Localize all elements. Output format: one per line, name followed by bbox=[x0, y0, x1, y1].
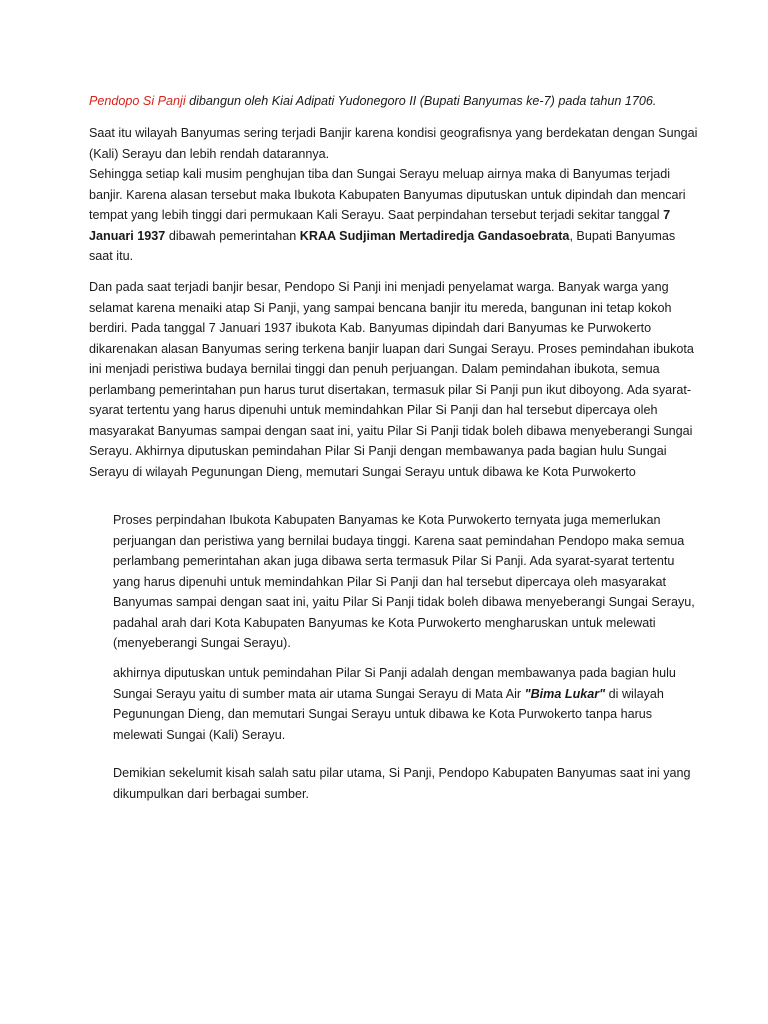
paragraph-4-text-a: akhirnya diputuskan untuk pemindahan Pilar Si Panji adalah dengan membawanya pada bagian hulu Sungai Serayu yaitu di sumber mata air utama Sungai Serayu di Mata Air bbox=[113, 666, 676, 701]
paragraph-4 bbox=[113, 663, 703, 745]
paragraph-5: Demikian sekelumit kisah salah satu pilar utama, Si Panji, Pendopo Kabupaten Banyumas saat ini yang dikumpulkan dari berbagai sumber. bbox=[113, 766, 691, 801]
paragraph-1 bbox=[89, 123, 701, 267]
paragraph-2: Dan pada saat terjadi banjir besar, Pendopo Si Panji ini menjadi penyelamat warga. Banyak warga yang selamat karena menaiki atap Si Panji, yang sampai bencana banjir itu mereda, bangunan ini tetap kokoh berdiri. Pada tanggal 7 Januari 1937 ibukota Kab. Banyumas dipindah dari Banyumas ke Purwokerto dikarenakan alasan Banyumas sering terkena banjir luapan dari Sungai Serayu. Proses pemindahan ibukota ini menjadi peristiwa budaya bernilai tinggi dan penuh perjuangan. Dalam pemindahan ibukota, semua perlambang pemerintahan pun harus turut disertakan, termasuk pilar Si Panji pun ikut diboyong. Ada syarat-syarat tertentu yang harus dipenuhi untuk memindahkan Pilar Si Panji dan hal tersebut dipercaya oleh masyarakat Banyumas sampai dengan saat ini, yaitu Pilar Si Panji tidak boleh dibawa menyeberangi Sungai Serayu. Akhirnya diputuskan pemindahan Pilar Si Panji dengan membawanya pada bagian hulu Sungai Serayu di wilayah Pegunungan Dieng, memutari Sungai Serayu untuk dibawa ke Kota Purwokerto bbox=[89, 280, 694, 479]
paragraph-3: Proses perpindahan Ibukota Kabupaten Banyamas ke Kota Purwokerto ternyata juga memerlukan perjuangan dan peristiwa yang bernilai budaya tinggi. Karena saat pemindahan Pendopo maka semua perlambang pemerintahan akan juga dibawa serta termasuk Pilar Si Panji. Ada syarat-syarat tertentu yang harus dipenuhi untuk memindahkan Pilar Si Panji dan hal tersebut dipercaya oleh masyarakat Banyumas sampai dengan saat ini, yaitu Pilar Si Panji tidak boleh dibawa menyeberangi Sungai Serayu, padahal arah dari Kota Kabupaten Banyumas ke Kota Purwokerto mengharuskan untuk melewati (menyeberangi Sungai Serayu). bbox=[113, 513, 695, 650]
intro-text: dibangun oleh Kiai Adipati Yudonegoro II (Bupati Banyumas ke-7) pada tahun 1706. bbox=[185, 94, 657, 108]
paragraph-1-bold-name: KRAA Sudjiman Mertadiredja Gandasoebrata bbox=[299, 228, 570, 243]
paragraph-4-text-b: di wilayah Pegunungan Dieng, dan memutari Sungai Serayu untuk dibawa ke Kota Purwokerto tanpa harus melewati Sungai (Kali) Serayu. bbox=[113, 686, 664, 742]
paragraph-1-bold-date: 7 Januari 1937 bbox=[89, 208, 671, 243]
intro-paragraph bbox=[89, 91, 709, 112]
paragraph-1-text-d: , Bupati Banyumas saat itu. bbox=[89, 228, 676, 263]
paragraph-4-bold-italic: "Bima Lukar" bbox=[524, 686, 606, 701]
paragraph-1-text-a: Saat itu wilayah Banyumas sering terjadi Banjir karena kondisi geografisnya yang berdekatan dengan Sungai (Kali) Serayu dan lebih rendah datarannya. bbox=[89, 126, 698, 161]
intro-highlight: Pendopo Si Panji bbox=[89, 94, 186, 108]
paragraph-1-text-b: Sehingga setiap kali musim penghujan tiba dan Sungai Serayu meluap airnya maka di Banyumas terjadi banjir. Karena alasan tersebut maka Ibukota Kabupaten Banyumas diputuskan untuk dipindah dan mencari tempat yang lebih tinggi dari permukaan Kali Serayu. Saat perpindahan tersebut terjadi sekitar tanggal bbox=[89, 167, 686, 222]
paragraph-1-text-c: dibawah pemerintahan bbox=[165, 228, 300, 243]
